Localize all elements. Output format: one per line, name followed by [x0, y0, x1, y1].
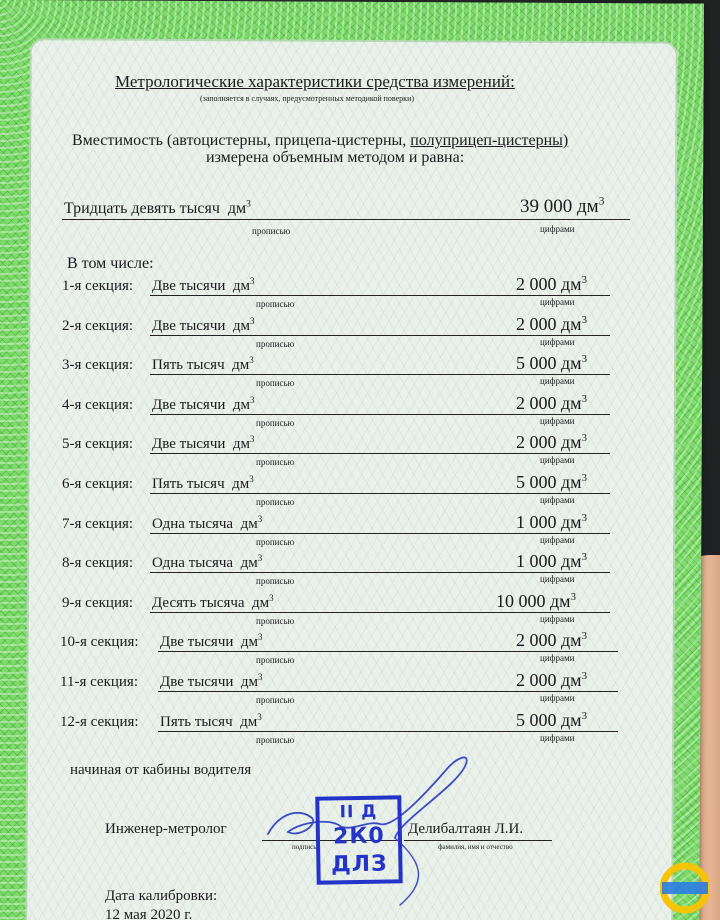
section-caption-words: прописью	[256, 497, 295, 507]
section-digits: 1 000 $дм^3$	[516, 512, 587, 532]
section-underline	[150, 335, 610, 336]
section-caption-digits: цифрами	[540, 337, 575, 347]
section-label: 12-я секция:	[60, 714, 139, 730]
section-words: Пять тысяч $дм^3$	[160, 712, 262, 730]
section-words: Одна тысяча $дм^3$	[152, 553, 263, 571]
section-digits: 5 000 $дм^3$	[516, 353, 587, 373]
section-digits: 2 000 $дм^3$	[516, 432, 587, 452]
section-caption-digits: цифрами	[540, 495, 575, 505]
total-caption-digits: цифрами	[540, 224, 575, 234]
section-underline	[150, 453, 610, 454]
section-label: 2-я секция:	[62, 318, 134, 334]
section-words: Пять тысяч $дм^3$	[152, 355, 254, 373]
total-capacity-digits: 39 000 $дм^3$	[520, 195, 605, 217]
section-label: 11-я секция:	[60, 674, 138, 690]
section-underline	[150, 295, 610, 296]
section-digits: 2 000 $дм^3$	[516, 314, 587, 334]
section-underline	[150, 533, 610, 534]
page-title: Метрологические характеристики средства измерений:	[115, 72, 515, 91]
section-caption-words: прописью	[256, 299, 295, 309]
total-underline	[62, 219, 630, 220]
section-caption-digits: цифрами	[540, 376, 575, 386]
section-caption-digits: цифрами	[540, 535, 575, 545]
section-caption-words: прописью	[256, 537, 295, 547]
section-label: 7-я секция:	[62, 516, 134, 532]
section-caption-digits: цифрами	[540, 574, 575, 584]
section-label: 10-я секция:	[60, 634, 139, 650]
section-words: Одна тысяча $дм^3$	[152, 514, 263, 532]
watermark-logo	[660, 862, 710, 914]
total-capacity-words: Тридцать девять тысяч $дм^3$	[64, 198, 251, 217]
section-underline	[158, 651, 618, 652]
section-underline	[158, 691, 618, 692]
section-digits: 2 000 $дм^3$	[516, 274, 587, 294]
section-caption-digits: цифрами	[540, 733, 575, 743]
section-label: 6-я секция:	[62, 476, 134, 492]
section-caption-words: прописью	[256, 576, 295, 586]
section-digits: 2 000 $дм^3$	[516, 393, 587, 413]
section-caption-words: прописью	[256, 378, 295, 388]
section-caption-words: прописью	[256, 616, 295, 626]
section-caption-digits: цифрами	[540, 455, 575, 465]
section-words: Две тысячи $дм^3$	[160, 632, 263, 650]
section-underline	[150, 414, 610, 415]
name-line	[404, 840, 552, 841]
section-digits: 5 000 $дм^3$	[516, 710, 587, 730]
capacity-type-underlined: полуприцеп-цистерны)	[410, 132, 569, 149]
section-words: Две тысячи $дм^3$	[152, 276, 255, 294]
section-underline	[150, 374, 610, 375]
section-caption-words: прописью	[256, 418, 295, 428]
section-words: Пять тысяч $дм^3$	[152, 474, 254, 492]
calibration-date-label: Дата калибровки:	[105, 888, 218, 904]
section-label: 3-я секция:	[62, 357, 134, 373]
section-words: Десять тысяча $дм^3$	[152, 593, 274, 611]
section-caption-digits: цифрами	[540, 297, 575, 307]
section-underline	[150, 572, 610, 573]
signature-caption: подпись	[292, 843, 317, 851]
section-caption-words: прописью	[256, 695, 295, 705]
section-label: 5-я секция:	[62, 436, 134, 452]
section-caption-digits: цифрами	[540, 693, 575, 703]
section-underline	[150, 612, 610, 613]
section-words: Две тысячи $дм^3$	[160, 672, 263, 690]
starting-from-note: начиная от кабины водителя	[70, 762, 252, 778]
section-words: Две тысячи $дм^3$	[152, 316, 255, 334]
section-caption-words: прописью	[256, 655, 295, 665]
stamp-line-2: 2К0	[332, 823, 385, 850]
section-digits: 1 000 $дм^3$	[516, 551, 587, 571]
section-underline	[158, 731, 618, 732]
title-note: (заполняется в случаях, предусмотренных методикой поверки)	[200, 94, 415, 103]
section-digits: 2 000 $дм^3$	[516, 670, 587, 690]
section-label: 8-я секция:	[62, 555, 134, 571]
section-caption-words: прописью	[256, 457, 295, 467]
total-caption-words: прописью	[252, 226, 291, 236]
section-label: 9-я секция:	[62, 595, 134, 611]
section-digits: 5 000 $дм^3$	[516, 472, 587, 492]
engineer-name: Делибалтаян Л.И.	[408, 821, 524, 837]
engineer-label: Инженер-метролог	[105, 821, 227, 837]
section-words: Две тысячи $дм^3$	[152, 434, 255, 452]
stamp-line-1: II Д	[339, 801, 378, 823]
including-heading: В том числе:	[67, 255, 154, 272]
stamp-line-3: ДЛЗ	[330, 851, 388, 878]
section-words: Две тысячи $дм^3$	[152, 395, 255, 413]
name-caption: фамилия, имя и отчество	[438, 843, 513, 851]
section-label: 4-я секция:	[62, 397, 134, 413]
calibration-date: 12 мая 2020 г.	[105, 907, 193, 920]
section-label: 1-я секция:	[62, 278, 134, 294]
capacity-intro-line-1: Вместимость (автоцистерны, прицепа-цистерны, полуприцеп-цистерны)	[72, 132, 569, 149]
section-caption-digits: цифрами	[540, 653, 575, 663]
section-caption-words: прописью	[256, 735, 295, 745]
section-caption-digits: цифрами	[540, 416, 575, 426]
section-digits: 2 000 $дм^3$	[516, 630, 587, 650]
section-caption-digits: цифрами	[540, 614, 575, 624]
section-caption-words: прописью	[256, 339, 295, 349]
calibration-stamp	[315, 795, 403, 884]
section-digits: 10 000 $дм^3$	[496, 591, 576, 611]
capacity-intro-line-2: измерена объемным методом и равна:	[206, 149, 465, 166]
section-underline	[150, 493, 610, 494]
